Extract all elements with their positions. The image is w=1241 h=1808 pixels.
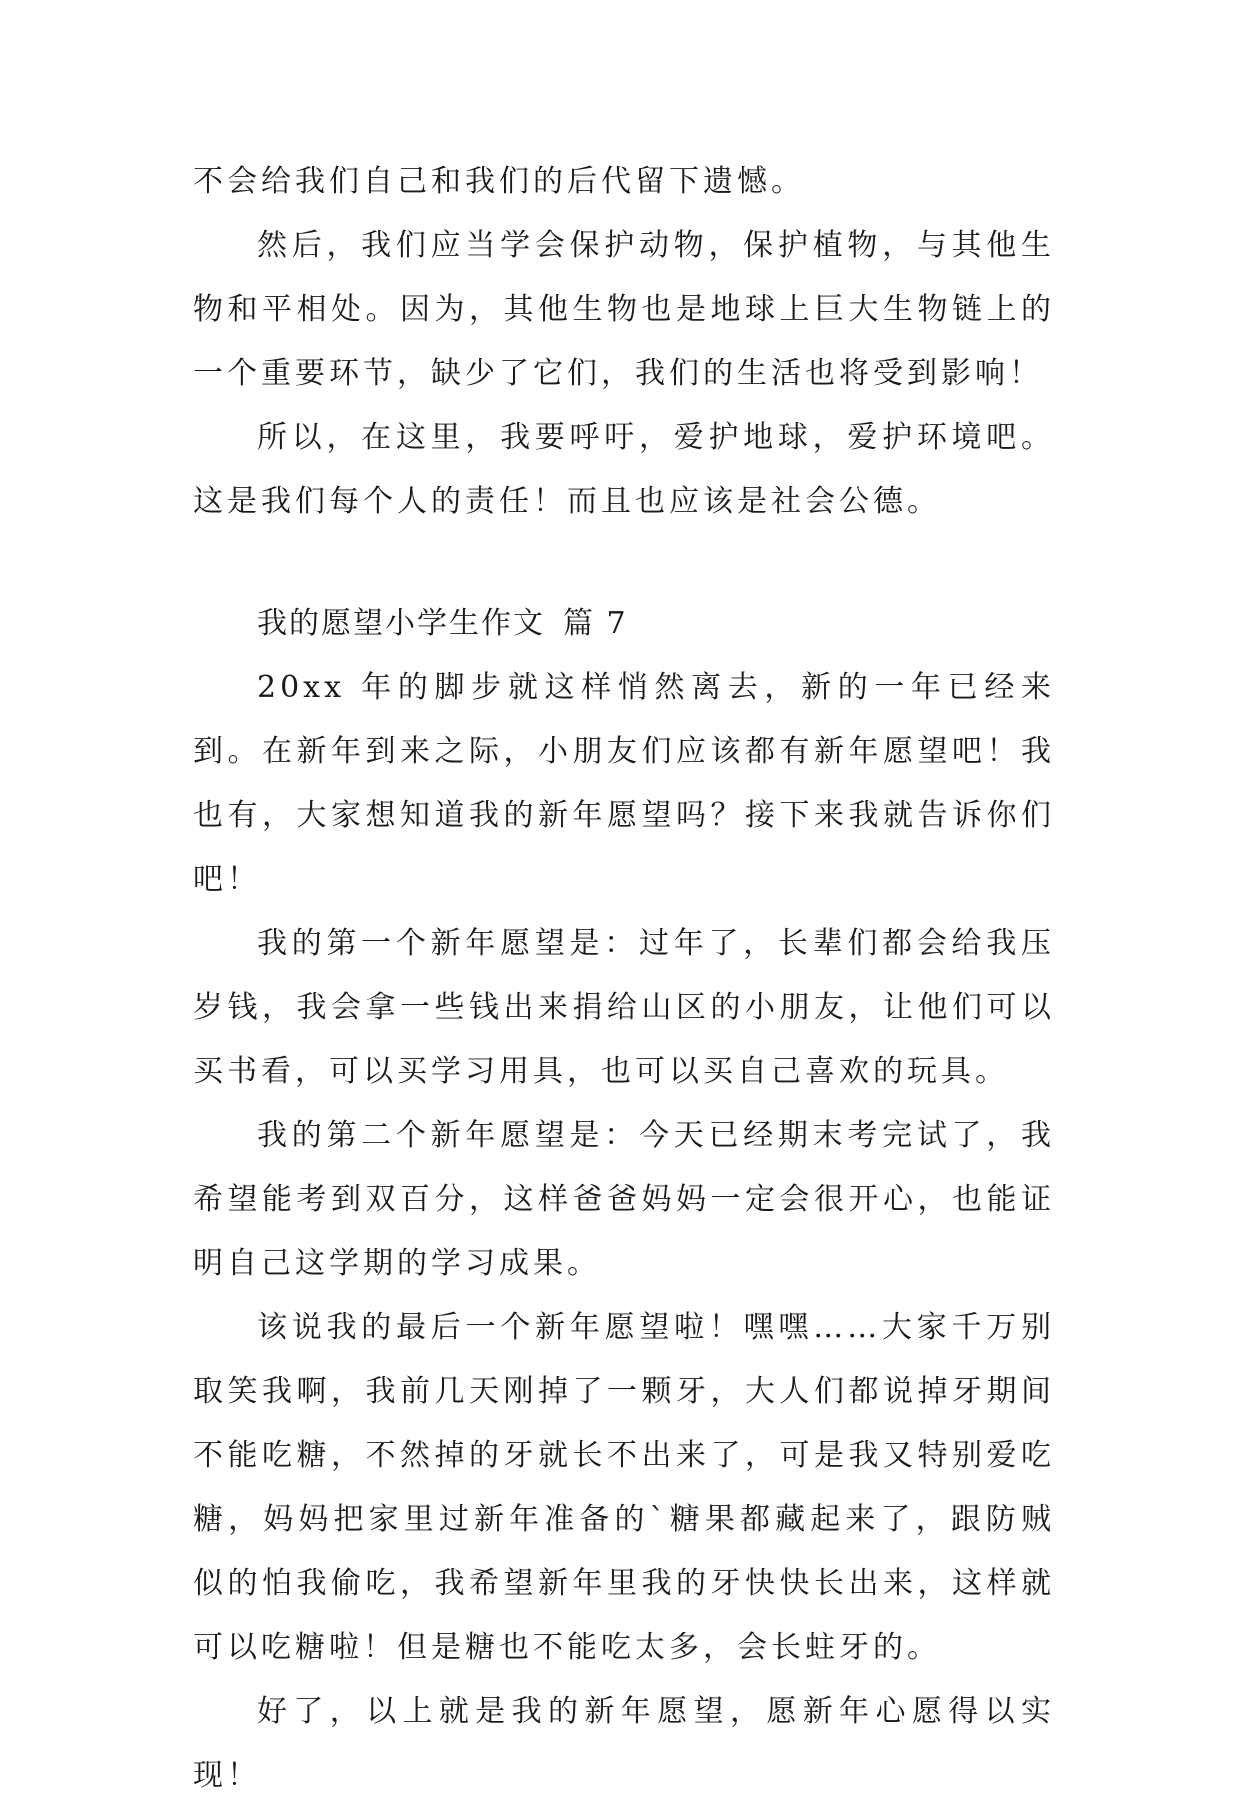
- document-body: [193, 150, 1055, 1808]
- paragraph-intro: 20xx 年的脚步就这样悄然离去，新的一年已经来到。在新年到来之际，小朋友们应该都有新年愿望吧！我也有，大家想知道我的新年愿望吗？接下来我就告诉你们吧！: [193, 670, 1055, 897]
- paragraph-wish-three: 该说我的最后一个新年愿望啦！嘿嘿……大家千万别取笑我啊，我前几天刚掉了一颗牙，大人们都说掉牙期间不能吃糖，不然掉的牙就长不出来了，可是我又特别爱吃糖，妈妈把家里过新年准备的`糖果都藏起来了，跟防贼似的怕我偷吃，我希望新年里我的牙快快长出来，这样就可以吃糖啦！但是糖也不能吃太多，会长蛀牙的。: [193, 1310, 1055, 1665]
- paragraph-continuation: 不会给我们自己和我们的后代留下遗憾。: [193, 164, 805, 199]
- paragraph-protect-animals: 然后，我们应当学会保护动物，保护植物，与其他生物和平相处。因为，其他生物也是地球上巨大生物链上的一个重要环节，缺少了它们，我们的生活也将受到影响！: [193, 228, 1055, 391]
- section-title: 我的愿望小学生作文: [257, 606, 545, 641]
- paragraph-appeal: 所以，在这里，我要呼吁，爱护地球，爱护环境吧。这是我们每个人的责任！而且也应该是社会公德。: [193, 420, 1055, 519]
- section-heading: [193, 592, 1055, 656]
- paragraph-wish-one: 我的第一个新年愿望是：过年了，长辈们都会给我压岁钱，我会拿一些钱出来捐给山区的小朋友，让他们可以买书看，可以买学习用具，也可以买自己喜欢的玩具。: [193, 926, 1055, 1089]
- paragraph-wish-two: 我的第二个新年愿望是：今天已经期末考完试了，我希望能考到双百分，这样爸爸妈妈一定会很开心，也能证明自己这学期的学习成果。: [193, 1118, 1055, 1281]
- paragraph-closing: 好了，以上就是我的新年愿望，愿新年心愿得以实现！: [193, 1694, 1055, 1793]
- section-number: 篇 7: [563, 606, 628, 641]
